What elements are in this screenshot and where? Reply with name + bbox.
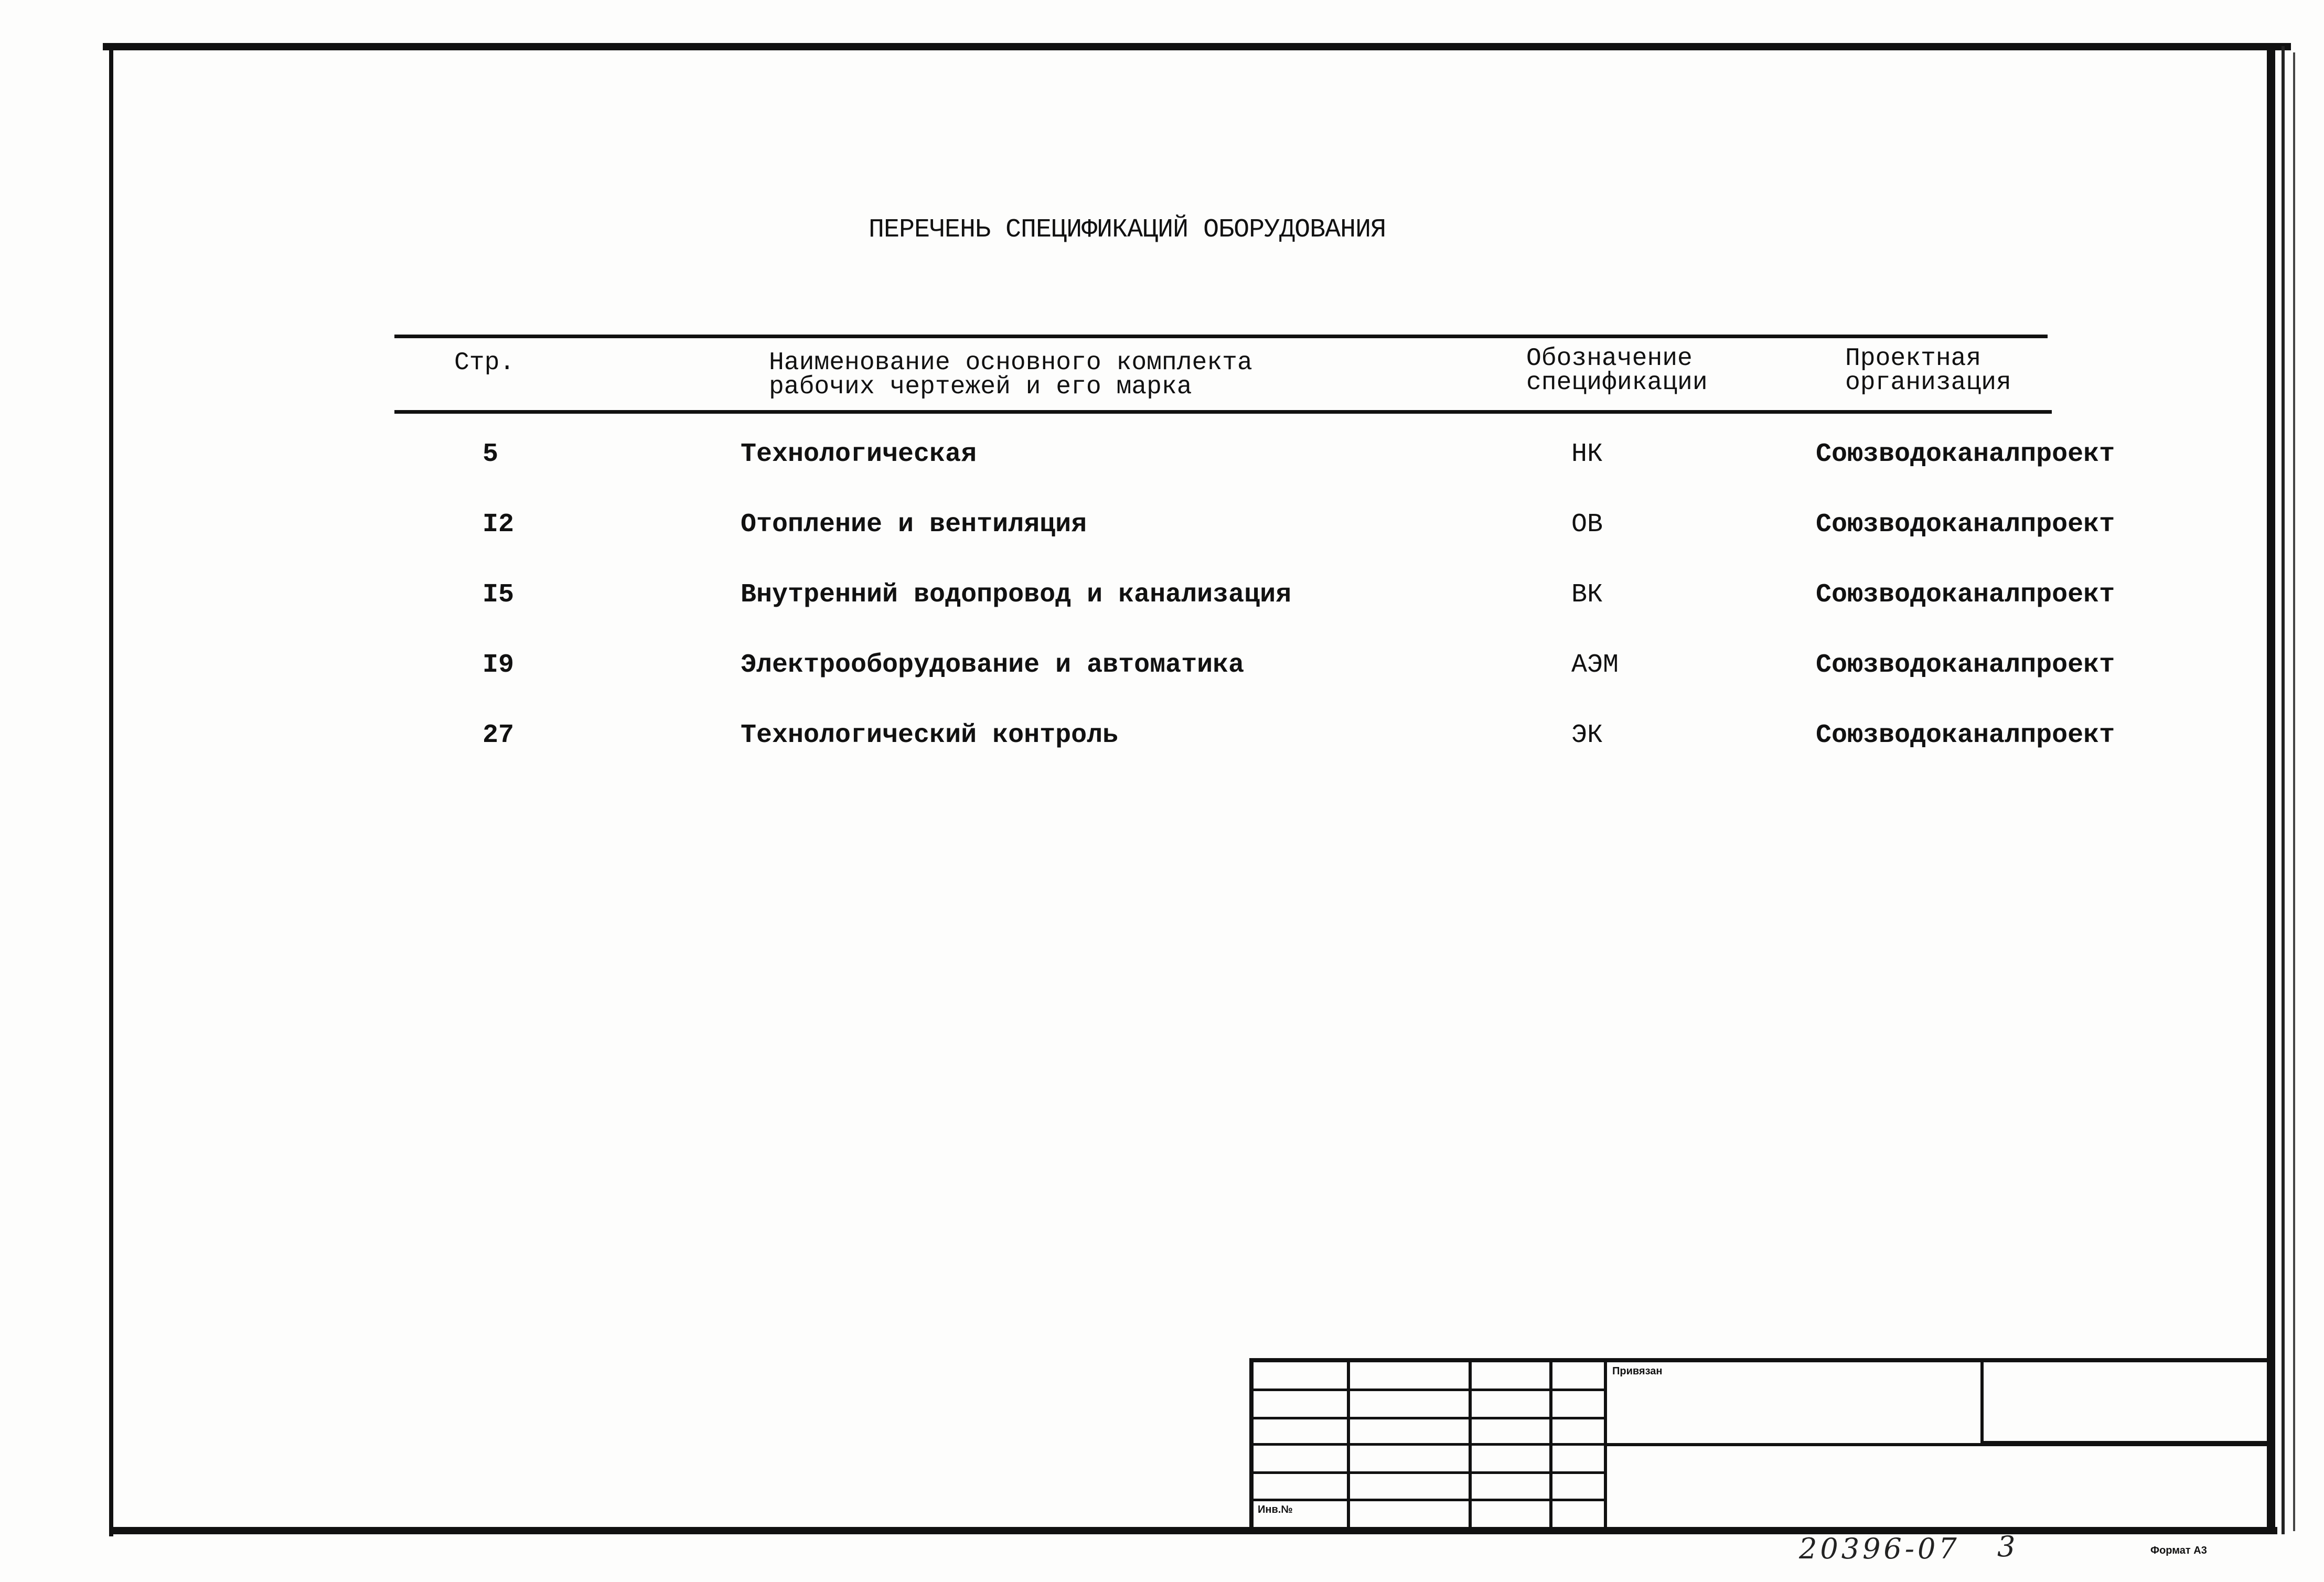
table-row — [0, 650, 2324, 682]
row-page-number: 5 — [483, 439, 499, 469]
stamp-inventory-label: Инв.№ — [1258, 1504, 1293, 1515]
row-page-number: I9 — [483, 650, 515, 680]
column-header-code-line1: Обозначение — [1526, 345, 1693, 373]
row-organization: Союзводоканалпроект — [1816, 510, 2115, 540]
column-header-page: Стр. — [454, 349, 515, 377]
table-row — [0, 510, 2324, 541]
row-name: Технологический контроль — [741, 720, 1119, 750]
stamp-row-divider — [1251, 1443, 1604, 1446]
row-name: Внутренний водопровод и канализация — [741, 580, 1292, 610]
row-organization: Союзводоканалпроект — [1816, 580, 2115, 610]
stamp-row-divider — [1251, 1389, 1604, 1391]
stamp-row-divider — [1251, 1471, 1604, 1474]
format-label: Формат А3 — [2150, 1545, 2207, 1556]
row-code: НК — [1571, 439, 1603, 469]
stamp-col-divider — [1980, 1360, 1984, 1445]
document-title: ПЕРЕЧЕНЬ СПЕЦИФИКАЦИЙ ОБОРУДОВАНИЯ — [869, 215, 1386, 245]
column-header-name-line1: Наименование основного комплекта — [769, 349, 1252, 377]
sheet-number: 3 — [1997, 1530, 2019, 1563]
table-header-bottom-rule — [394, 410, 2052, 414]
row-code: ВК — [1571, 580, 1603, 610]
row-name: Технологическая — [741, 439, 977, 469]
table-row — [0, 720, 2324, 752]
row-page-number: I5 — [483, 580, 515, 610]
column-header-name-line2: рабочих чертежей и его марка — [769, 373, 1192, 401]
row-code: ОВ — [1571, 510, 1603, 540]
row-organization: Союзводоканалпроект — [1816, 439, 2115, 469]
row-page-number: I2 — [483, 510, 515, 540]
stamp-border-top — [1250, 1358, 2270, 1362]
table-row — [0, 439, 2324, 471]
frame-border-right-inner — [2282, 46, 2285, 1534]
stamp-applied-label: Привязан — [1612, 1365, 1663, 1377]
row-organization: Союзводоканалпроект — [1816, 650, 2115, 680]
row-organization: Союзводоканалпроект — [1816, 720, 2115, 750]
document-number: 20396-07 — [1799, 1532, 1960, 1565]
row-page-number: 27 — [483, 720, 515, 750]
stamp-row-divider — [1251, 1499, 1604, 1501]
frame-border-top — [103, 43, 2291, 50]
table-header-top-rule — [394, 335, 2048, 338]
row-code: ЭК — [1571, 720, 1603, 750]
row-name: Отопление и вентиляция — [741, 510, 1087, 540]
column-header-code-line2: спецификации — [1526, 369, 1708, 397]
row-name: Электрооборудование и автоматика — [741, 650, 1245, 680]
frame-border-left — [109, 47, 113, 1536]
row-code: АЭМ — [1571, 650, 1619, 680]
stamp-row-divider — [1251, 1417, 1604, 1419]
column-header-org-line2: организация — [1845, 369, 2011, 397]
frame-border-right-outer — [2293, 52, 2295, 1531]
table-row — [0, 580, 2324, 611]
stamp-row-divider — [1984, 1441, 2270, 1445]
frame-border-right — [2267, 46, 2275, 1534]
column-header-org-line1: Проектная — [1845, 345, 1982, 373]
